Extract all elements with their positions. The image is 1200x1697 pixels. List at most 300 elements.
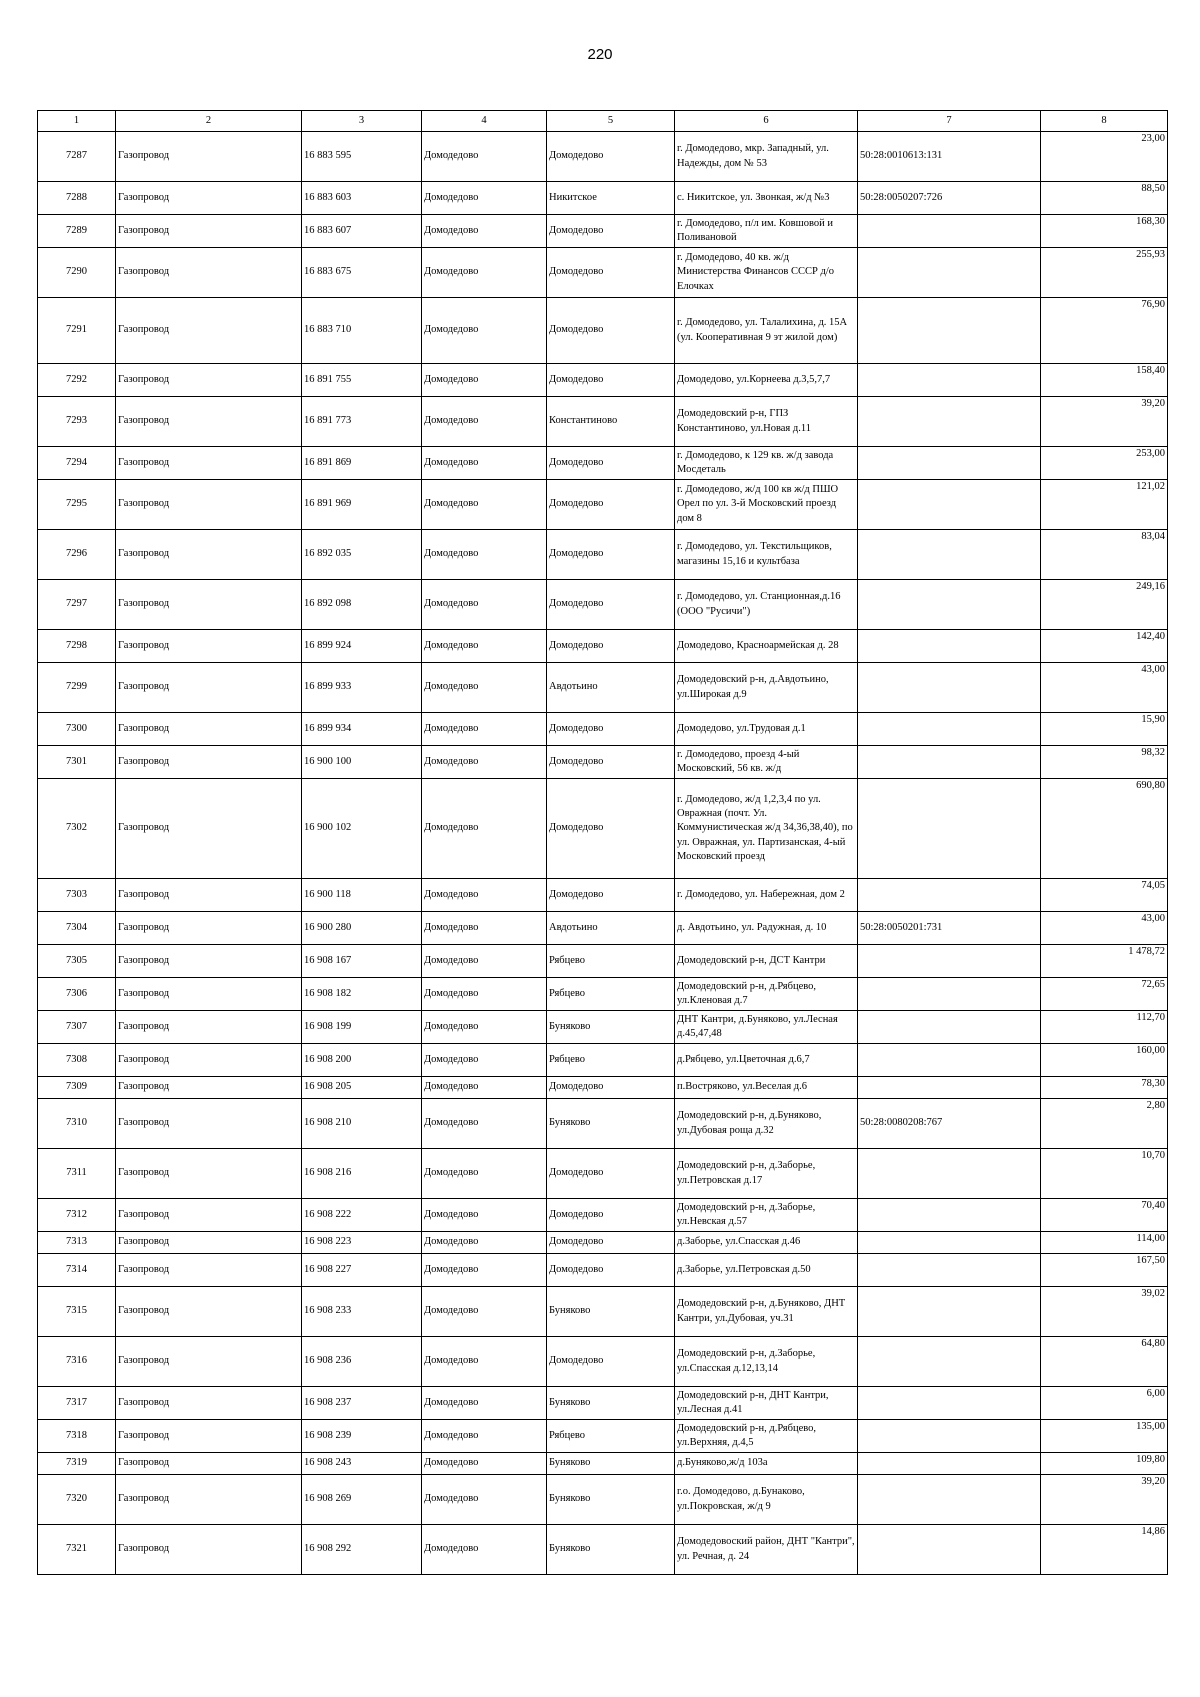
inventory-number-cell: 16 899 924	[302, 630, 422, 663]
table-row	[38, 1232, 1168, 1254]
object-name-cell: Газопровод	[116, 182, 302, 215]
row-number-cell: 7306	[38, 978, 116, 1011]
inventory-number-cell: 16 908 233	[302, 1287, 422, 1337]
settlement-cell: Домодедово	[547, 746, 675, 779]
inventory-number-cell: 16 908 199	[302, 1011, 422, 1044]
length-cell: 43,00	[1041, 663, 1168, 713]
row-number-cell: 7299	[38, 663, 116, 713]
district-cell: Домодедово	[422, 713, 547, 746]
settlement-cell: Буняково	[547, 1453, 675, 1475]
table-row	[38, 1199, 1168, 1232]
cadastral-number-cell	[858, 630, 1041, 663]
district-cell: Домодедово	[422, 1475, 547, 1525]
address-cell: г. Домодедово, ж/д 100 кв ж/д ПШО Орел по ул. 3-й Московский проезд дом 8	[675, 480, 858, 530]
cadastral-number-cell: 50:28:0010613:131	[858, 132, 1041, 182]
district-cell: Домодедово	[422, 1387, 547, 1420]
district-cell: Домодедово	[422, 1254, 547, 1287]
inventory-number-cell: 16 891 755	[302, 364, 422, 397]
settlement-cell: Домодедово	[547, 132, 675, 182]
table-row	[38, 1254, 1168, 1287]
table-row	[38, 1453, 1168, 1475]
row-number-cell: 7295	[38, 480, 116, 530]
district-cell: Домодедово	[422, 1044, 547, 1077]
length-cell: 83,04	[1041, 530, 1168, 580]
address-cell: г. Домодедово, проезд 4-ый Московский, 56 кв. ж/д	[675, 746, 858, 779]
length-cell: 2,80	[1041, 1099, 1168, 1149]
table-row	[38, 447, 1168, 480]
cadastral-number-cell	[858, 215, 1041, 248]
settlement-cell: Домодедово	[547, 1077, 675, 1099]
table-row	[38, 1044, 1168, 1077]
address-cell: г. Домодедово, мкр. Западный, ул. Надежды, дом № 53	[675, 132, 858, 182]
cadastral-number-cell	[858, 1287, 1041, 1337]
object-name-cell: Газопровод	[116, 1011, 302, 1044]
object-name-cell: Газопровод	[116, 713, 302, 746]
object-name-cell: Газопровод	[116, 480, 302, 530]
table-row	[38, 182, 1168, 215]
cadastral-number-cell	[858, 1420, 1041, 1453]
row-number-cell: 7287	[38, 132, 116, 182]
district-cell: Домодедово	[422, 530, 547, 580]
address-cell: д.Заборье, ул.Петровская д.50	[675, 1254, 858, 1287]
header-row	[38, 111, 1168, 132]
row-number-cell: 7300	[38, 713, 116, 746]
cadastral-number-cell	[858, 1387, 1041, 1420]
length-cell: 112,70	[1041, 1011, 1168, 1044]
district-cell: Домодедово	[422, 1287, 547, 1337]
table-row	[38, 945, 1168, 978]
length-cell: 88,50	[1041, 182, 1168, 215]
settlement-cell: Никитское	[547, 182, 675, 215]
address-cell: г. Домодедово, ул. Набережная, дом 2	[675, 879, 858, 912]
object-name-cell: Газопровод	[116, 1254, 302, 1287]
district-cell: Домодедово	[422, 397, 547, 447]
settlement-cell: Домодедово	[547, 480, 675, 530]
settlement-cell: Домодедово	[547, 1254, 675, 1287]
address-cell: г. Домодедово, ж/д 1,2,3,4 по ул. Овражная (почт. Ул. Коммунистическая ж/д 34,36,38,40), по ул. Овражная, ул. Партизанская, 4-ый Московский проезд	[675, 779, 858, 879]
length-cell: 74,05	[1041, 879, 1168, 912]
settlement-cell: Буняково	[547, 1525, 675, 1575]
district-cell: Домодедово	[422, 580, 547, 630]
settlement-cell: Рябцево	[547, 1044, 675, 1077]
inventory-number-cell: 16 900 280	[302, 912, 422, 945]
address-cell: Домодедовский р-н, д.Авдотьино, ул.Широкая д.9	[675, 663, 858, 713]
address-cell: д. Авдотьино, ул. Радужная, д. 10	[675, 912, 858, 945]
inventory-number-cell: 16 908 222	[302, 1199, 422, 1232]
length-cell: 121,02	[1041, 480, 1168, 530]
inventory-number-cell: 16 899 934	[302, 713, 422, 746]
settlement-cell: Домодедово	[547, 364, 675, 397]
row-number-cell: 7309	[38, 1077, 116, 1099]
row-number-cell: 7297	[38, 580, 116, 630]
address-cell: д.Заборье, ул.Спасская д.46	[675, 1232, 858, 1254]
object-name-cell: Газопровод	[116, 879, 302, 912]
inventory-number-cell: 16 908 239	[302, 1420, 422, 1453]
object-name-cell: Газопровод	[116, 663, 302, 713]
object-name-cell: Газопровод	[116, 248, 302, 298]
object-name-cell: Газопровод	[116, 530, 302, 580]
district-cell: Домодедово	[422, 1149, 547, 1199]
inventory-number-cell: 16 908 182	[302, 978, 422, 1011]
table-row	[38, 215, 1168, 248]
table-row	[38, 364, 1168, 397]
settlement-cell: Авдотьино	[547, 663, 675, 713]
table-row	[38, 1287, 1168, 1337]
district-cell: Домодедово	[422, 912, 547, 945]
settlement-cell: Домодедово	[547, 713, 675, 746]
inventory-number-cell: 16 900 102	[302, 779, 422, 879]
address-cell: с. Никитское, ул. Звонкая, ж/д №3	[675, 182, 858, 215]
table-row	[38, 1077, 1168, 1099]
district-cell: Домодедово	[422, 1337, 547, 1387]
address-cell: Домодедовский р-н, д.Буняково, ул.Дубовая роща д.32	[675, 1099, 858, 1149]
inventory-number-cell: 16 908 227	[302, 1254, 422, 1287]
inventory-number-cell: 16 908 210	[302, 1099, 422, 1149]
cadastral-number-cell	[858, 1337, 1041, 1387]
address-cell: г. Домодедово, 40 кв. ж/д Министерства Финансов СССР д/о Елочках	[675, 248, 858, 298]
district-cell: Домодедово	[422, 215, 547, 248]
table-row	[38, 746, 1168, 779]
inventory-number-cell: 16 891 969	[302, 480, 422, 530]
cadastral-number-cell	[858, 663, 1041, 713]
object-name-cell: Газопровод	[116, 978, 302, 1011]
object-name-cell: Газопровод	[116, 1387, 302, 1420]
cadastral-number-cell	[858, 1475, 1041, 1525]
address-cell: Домодедовский р-н, д.Заборье, ул.Невская д.57	[675, 1199, 858, 1232]
address-cell: Домодедовский р-н, д.Рябцево, ул.Кленовая д.7	[675, 978, 858, 1011]
object-name-cell: Газопровод	[116, 1044, 302, 1077]
district-cell: Домодедово	[422, 1077, 547, 1099]
cadastral-number-cell	[858, 1077, 1041, 1099]
row-number-cell: 7315	[38, 1287, 116, 1337]
cadastral-number-cell	[858, 1232, 1041, 1254]
length-cell: 39,20	[1041, 1475, 1168, 1525]
cadastral-number-cell	[858, 447, 1041, 480]
length-cell: 690,80	[1041, 779, 1168, 879]
length-cell: 39,20	[1041, 397, 1168, 447]
address-cell: ДНТ Кантри, д.Буняково, ул.Лесная д.45,47,48	[675, 1011, 858, 1044]
row-number-cell: 7301	[38, 746, 116, 779]
object-name-cell: Газопровод	[116, 1420, 302, 1453]
settlement-cell: Буняково	[547, 1387, 675, 1420]
district-cell: Домодедово	[422, 1099, 547, 1149]
length-cell: 64,80	[1041, 1337, 1168, 1387]
table-row	[38, 912, 1168, 945]
inventory-number-cell: 16 892 098	[302, 580, 422, 630]
length-cell: 1 478,72	[1041, 945, 1168, 978]
cadastral-number-cell	[858, 1199, 1041, 1232]
row-number-cell: 7317	[38, 1387, 116, 1420]
district-cell: Домодедово	[422, 298, 547, 364]
address-cell: д.Буняково,ж/д 103а	[675, 1453, 858, 1475]
cadastral-number-cell	[858, 779, 1041, 879]
object-name-cell: Газопровод	[116, 215, 302, 248]
column-header: 3	[302, 111, 422, 132]
table-row	[38, 978, 1168, 1011]
object-name-cell: Газопровод	[116, 1099, 302, 1149]
column-header: 7	[858, 111, 1041, 132]
object-name-cell: Газопровод	[116, 447, 302, 480]
object-name-cell: Газопровод	[116, 630, 302, 663]
district-cell: Домодедово	[422, 1420, 547, 1453]
address-cell: Домодедово, ул.Трудовая д.1	[675, 713, 858, 746]
length-cell: 168,30	[1041, 215, 1168, 248]
district-cell: Домодедово	[422, 364, 547, 397]
table-row	[38, 779, 1168, 879]
length-cell: 14,86	[1041, 1525, 1168, 1575]
row-number-cell: 7304	[38, 912, 116, 945]
settlement-cell: Буняково	[547, 1011, 675, 1044]
district-cell: Домодедово	[422, 248, 547, 298]
object-name-cell: Газопровод	[116, 912, 302, 945]
district-cell: Домодедово	[422, 630, 547, 663]
object-name-cell: Газопровод	[116, 1077, 302, 1099]
row-number-cell: 7313	[38, 1232, 116, 1254]
table-row	[38, 1149, 1168, 1199]
settlement-cell: Домодедово	[547, 879, 675, 912]
settlement-cell: Константиново	[547, 397, 675, 447]
settlement-cell: Домодедово	[547, 630, 675, 663]
row-number-cell: 7288	[38, 182, 116, 215]
address-cell: Домодедовский р-н, ДСТ Кантри	[675, 945, 858, 978]
length-cell: 72,65	[1041, 978, 1168, 1011]
settlement-cell: Домодедово	[547, 1337, 675, 1387]
object-name-cell: Газопровод	[116, 945, 302, 978]
row-number-cell: 7311	[38, 1149, 116, 1199]
inventory-number-cell: 16 892 035	[302, 530, 422, 580]
row-number-cell: 7320	[38, 1475, 116, 1525]
cadastral-number-cell	[858, 364, 1041, 397]
row-number-cell: 7319	[38, 1453, 116, 1475]
row-number-cell: 7302	[38, 779, 116, 879]
row-number-cell: 7318	[38, 1420, 116, 1453]
cadastral-number-cell	[858, 978, 1041, 1011]
page-number: 220	[587, 46, 613, 63]
cadastral-number-cell: 50:28:0080208:767	[858, 1099, 1041, 1149]
district-cell: Домодедово	[422, 480, 547, 530]
length-cell: 39,02	[1041, 1287, 1168, 1337]
district-cell: Домодедово	[422, 1525, 547, 1575]
object-name-cell: Газопровод	[116, 1232, 302, 1254]
settlement-cell: Буняково	[547, 1287, 675, 1337]
cadastral-number-cell: 50:28:0050207:726	[858, 182, 1041, 215]
cadastral-number-cell	[858, 1149, 1041, 1199]
row-number-cell: 7308	[38, 1044, 116, 1077]
cadastral-number-cell	[858, 298, 1041, 364]
inventory-number-cell: 16 908 167	[302, 945, 422, 978]
object-name-cell: Газопровод	[116, 580, 302, 630]
cadastral-number-cell	[858, 1453, 1041, 1475]
district-cell: Домодедово	[422, 1453, 547, 1475]
column-header: 6	[675, 111, 858, 132]
length-cell: 249,16	[1041, 580, 1168, 630]
district-cell: Домодедово	[422, 1232, 547, 1254]
settlement-cell: Рябцево	[547, 1420, 675, 1453]
cadastral-number-cell	[858, 248, 1041, 298]
inventory-number-cell: 16 883 595	[302, 132, 422, 182]
row-number-cell: 7310	[38, 1099, 116, 1149]
address-cell: Домодедовский р-н, ГПЗ Константиново, ул.Новая д.11	[675, 397, 858, 447]
settlement-cell: Домодедово	[547, 1149, 675, 1199]
district-cell: Домодедово	[422, 978, 547, 1011]
settlement-cell: Домодедово	[547, 779, 675, 879]
address-cell: Домодедовоский район, ДНТ "Кантри", ул. Речная, д. 24	[675, 1525, 858, 1575]
address-cell: д.Рябцево, ул.Цветочная д.6,7	[675, 1044, 858, 1077]
column-header: 2	[116, 111, 302, 132]
row-number-cell: 7289	[38, 215, 116, 248]
column-header: 1	[38, 111, 116, 132]
row-number-cell: 7316	[38, 1337, 116, 1387]
inventory-number-cell: 16 908 243	[302, 1453, 422, 1475]
row-number-cell: 7294	[38, 447, 116, 480]
length-cell: 6,00	[1041, 1387, 1168, 1420]
object-name-cell: Газопровод	[116, 397, 302, 447]
object-name-cell: Газопровод	[116, 364, 302, 397]
district-cell: Домодедово	[422, 663, 547, 713]
table-row	[38, 1420, 1168, 1453]
district-cell: Домодедово	[422, 1199, 547, 1232]
address-cell: Домодедовский р-н, д.Заборье, ул.Спасская д.12,13,14	[675, 1337, 858, 1387]
row-number-cell: 7292	[38, 364, 116, 397]
row-number-cell: 7314	[38, 1254, 116, 1287]
settlement-cell: Рябцево	[547, 978, 675, 1011]
object-name-cell: Газопровод	[116, 1475, 302, 1525]
inventory-number-cell: 16 900 118	[302, 879, 422, 912]
inventory-number-cell: 16 883 675	[302, 248, 422, 298]
settlement-cell: Домодедово	[547, 248, 675, 298]
length-cell: 70,40	[1041, 1199, 1168, 1232]
inventory-number-cell: 16 883 607	[302, 215, 422, 248]
row-number-cell: 7291	[38, 298, 116, 364]
cadastral-number-cell	[858, 945, 1041, 978]
address-cell: Домодедово, Красноармейская д. 28	[675, 630, 858, 663]
object-name-cell: Газопровод	[116, 1149, 302, 1199]
settlement-cell: Домодедово	[547, 447, 675, 480]
inventory-number-cell: 16 900 100	[302, 746, 422, 779]
address-cell: Домодедовский р-н, д.Буняково, ДНТ Кантри, ул.Дубовая, уч.31	[675, 1287, 858, 1337]
district-cell: Домодедово	[422, 132, 547, 182]
inventory-number-cell: 16 908 205	[302, 1077, 422, 1099]
settlement-cell: Домодедово	[547, 530, 675, 580]
row-number-cell: 7298	[38, 630, 116, 663]
settlement-cell: Домодедово	[547, 298, 675, 364]
table-row	[38, 663, 1168, 713]
row-number-cell: 7296	[38, 530, 116, 580]
table-row	[38, 1099, 1168, 1149]
table-row	[38, 530, 1168, 580]
object-name-cell: Газопровод	[116, 1525, 302, 1575]
cadastral-number-cell	[858, 580, 1041, 630]
address-cell: Домодедовский р-н, д.Рябцево, ул.Верхняя, д.4,5	[675, 1420, 858, 1453]
table-row	[38, 132, 1168, 182]
inventory-number-cell: 16 899 933	[302, 663, 422, 713]
cadastral-number-cell	[858, 1044, 1041, 1077]
district-cell: Домодедово	[422, 746, 547, 779]
registry-table	[37, 110, 1168, 1575]
settlement-cell: Домодедово	[547, 580, 675, 630]
length-cell: 253,00	[1041, 447, 1168, 480]
cadastral-number-cell	[858, 746, 1041, 779]
length-cell: 255,93	[1041, 248, 1168, 298]
settlement-cell: Домодедово	[547, 1232, 675, 1254]
cadastral-number-cell	[858, 713, 1041, 746]
cadastral-number-cell	[858, 397, 1041, 447]
address-cell: г. Домодедово, ул. Станционная,д.16 (ООО "Русичи")	[675, 580, 858, 630]
inventory-number-cell: 16 891 869	[302, 447, 422, 480]
settlement-cell: Буняково	[547, 1099, 675, 1149]
length-cell: 15,90	[1041, 713, 1168, 746]
length-cell: 135,00	[1041, 1420, 1168, 1453]
address-cell: г. Домодедово, к 129 кв. ж/д завода Мосдеталь	[675, 447, 858, 480]
column-header: 4	[422, 111, 547, 132]
length-cell: 109,80	[1041, 1453, 1168, 1475]
settlement-cell: Буняково	[547, 1475, 675, 1525]
row-number-cell: 7305	[38, 945, 116, 978]
cadastral-number-cell	[858, 1525, 1041, 1575]
length-cell: 78,30	[1041, 1077, 1168, 1099]
address-cell: г. Домодедово, ул. Талалихина, д. 15А (ул. Кооперативная 9 эт жилой дом)	[675, 298, 858, 364]
district-cell: Домодедово	[422, 945, 547, 978]
table-row	[38, 248, 1168, 298]
inventory-number-cell: 16 908 216	[302, 1149, 422, 1199]
cadastral-number-cell	[858, 530, 1041, 580]
length-cell: 167,50	[1041, 1254, 1168, 1287]
length-cell: 98,32	[1041, 746, 1168, 779]
table-row	[38, 1387, 1168, 1420]
inventory-number-cell: 16 908 292	[302, 1525, 422, 1575]
cadastral-number-cell: 50:28:0050201:731	[858, 912, 1041, 945]
inventory-number-cell: 16 891 773	[302, 397, 422, 447]
length-cell: 23,00	[1041, 132, 1168, 182]
column-header: 8	[1041, 111, 1168, 132]
address-cell: г. Домодедово, ул. Текстильщиков, магазины 15,16 и культбаза	[675, 530, 858, 580]
object-name-cell: Газопровод	[116, 746, 302, 779]
row-number-cell: 7307	[38, 1011, 116, 1044]
column-header: 5	[547, 111, 675, 132]
cadastral-number-cell	[858, 1254, 1041, 1287]
district-cell: Домодедово	[422, 182, 547, 215]
table-row	[38, 480, 1168, 530]
table-row	[38, 630, 1168, 663]
district-cell: Домодедово	[422, 779, 547, 879]
settlement-cell: Авдотьино	[547, 912, 675, 945]
district-cell: Домодедово	[422, 1011, 547, 1044]
table-row	[38, 397, 1168, 447]
object-name-cell: Газопровод	[116, 132, 302, 182]
object-name-cell: Газопровод	[116, 298, 302, 364]
row-number-cell: 7293	[38, 397, 116, 447]
address-cell: г.о. Домодедово, д.Бунаково, ул.Покровская, ж/д 9	[675, 1475, 858, 1525]
district-cell: Домодедово	[422, 879, 547, 912]
length-cell: 10,70	[1041, 1149, 1168, 1199]
object-name-cell: Газопровод	[116, 1199, 302, 1232]
length-cell: 114,00	[1041, 1232, 1168, 1254]
table-row	[38, 580, 1168, 630]
length-cell: 158,40	[1041, 364, 1168, 397]
settlement-cell: Рябцево	[547, 945, 675, 978]
address-cell: Домодедовский р-н, ДНТ Кантри, ул.Лесная д.41	[675, 1387, 858, 1420]
table-row	[38, 1475, 1168, 1525]
district-cell: Домодедово	[422, 447, 547, 480]
table-row	[38, 713, 1168, 746]
object-name-cell: Газопровод	[116, 1287, 302, 1337]
settlement-cell: Домодедово	[547, 215, 675, 248]
row-number-cell: 7321	[38, 1525, 116, 1575]
table-row	[38, 879, 1168, 912]
cadastral-number-cell	[858, 1011, 1041, 1044]
address-cell: п.Востряково, ул.Веселая д.6	[675, 1077, 858, 1099]
row-number-cell: 7303	[38, 879, 116, 912]
